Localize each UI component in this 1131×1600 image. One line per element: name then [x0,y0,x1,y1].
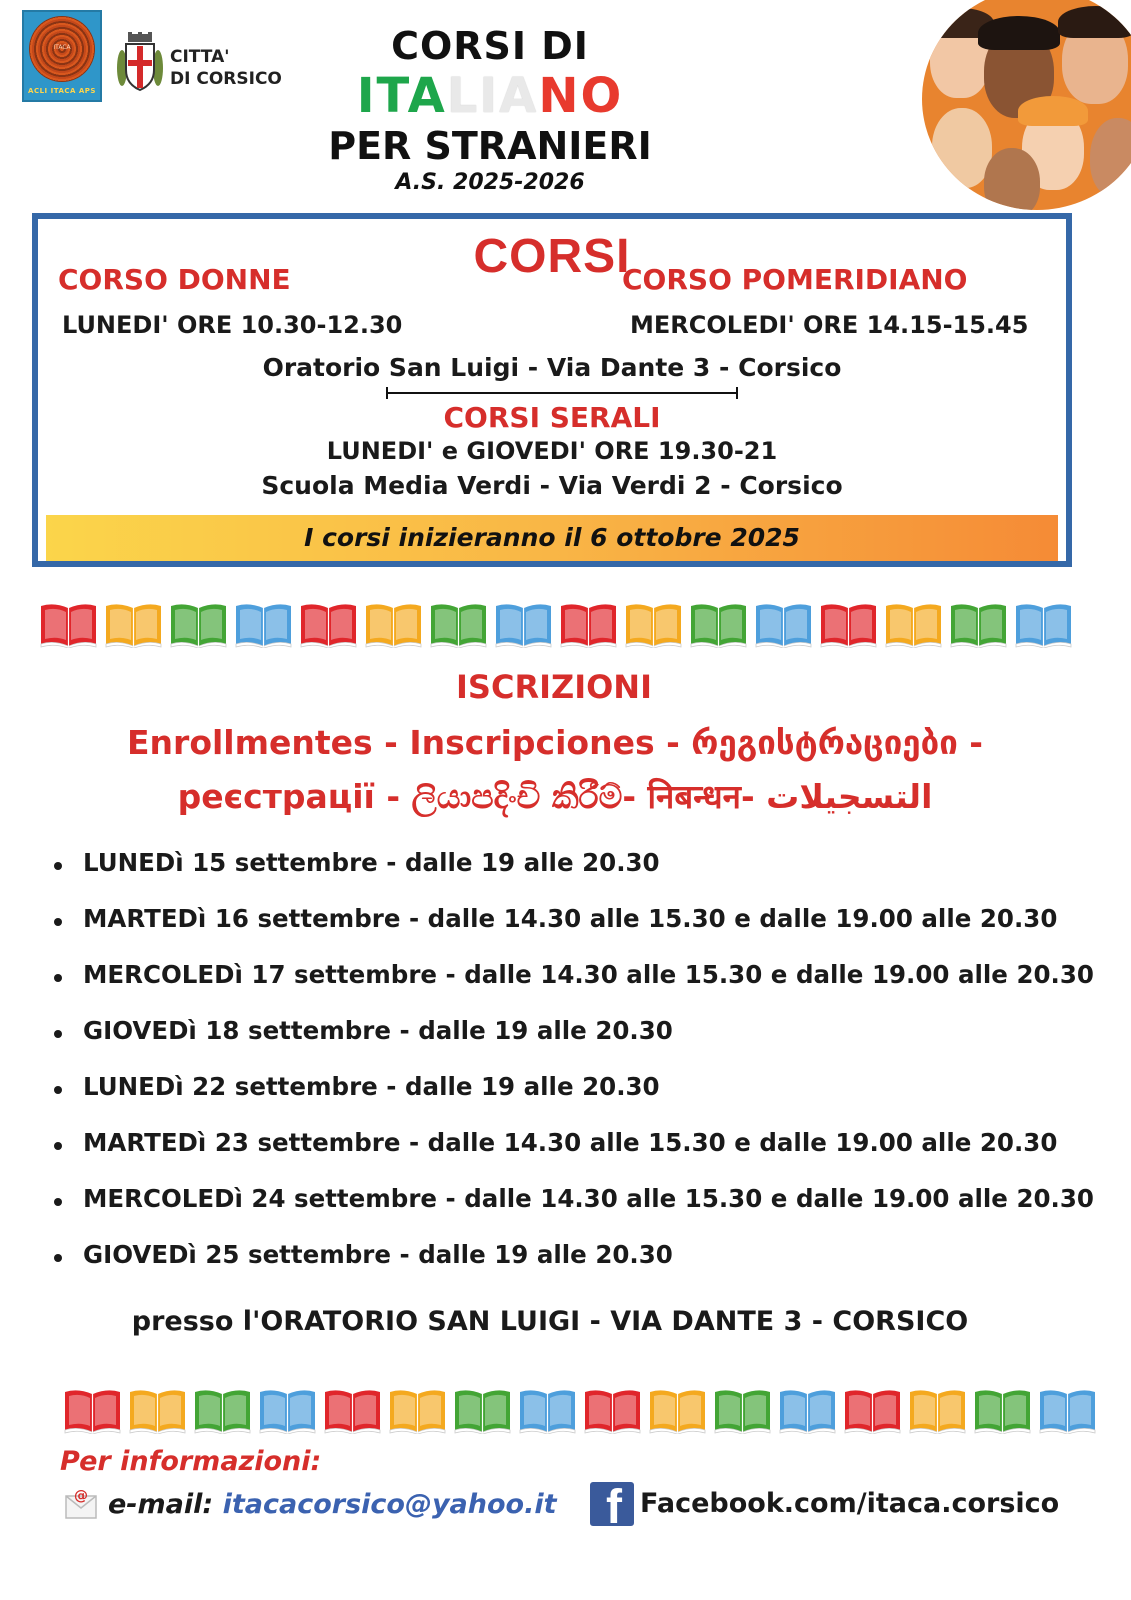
book-icon [948,600,1009,648]
enrolment-date-item: MERCOLEDì 17 settembre - dalle 14.30 alle 15.30 e dalle 19.00 alle 20.30 [52,960,1094,1016]
book-icon [558,600,619,648]
city-name [170,46,282,90]
book-icon [322,1386,383,1434]
facebook-link[interactable]: Facebook.com/itaca.corsico [640,1488,1060,1519]
enrolment-date-item: GIOVEDì 25 settembre - dalle 19 alle 20.30 [52,1240,1094,1296]
enrolment-languages-line-2: реєстрації - ලියාපදිංචි කිරීම්- निबन्धन- التسجيلات [177,777,933,816]
enrolment-place: presso l'ORATORIO SAN LUIGI - VIA DANTE 3 - CORSICO [131,1306,969,1337]
book-icon [883,600,944,648]
logo-ring-text: ITACA [53,44,71,51]
books-row-bottom [62,1386,1098,1434]
book-icon [103,600,164,648]
start-notice: I corsi inizieranno il 6 ottobre 2025 [304,523,800,552]
email-link[interactable]: itacacorsico@yahoo.it [222,1489,557,1520]
divider-bracket [386,387,738,399]
afternoon-course-schedule: MERCOLEDI' ORE 14.15-15.45 [630,311,1029,339]
book-icon [38,600,99,648]
title-line-1: CORSI DI [391,24,589,68]
book-icon [168,600,229,648]
course-location: Oratorio San Luigi - Via Dante 3 - Corsico [262,353,842,382]
enrolment-date-item: MARTEDì 16 settembre - dalle 14.30 alle 15.30 e dalle 19.00 alle 20.30 [52,904,1094,960]
book-icon [842,1386,903,1434]
logo-caption: ACLI ITACA APS [28,87,96,95]
email-line [108,1489,557,1520]
afternoon-course-heading: CORSO POMERIDIANO [622,263,968,296]
book-icon [517,1386,578,1434]
book-icon [777,1386,838,1434]
title-italiano [300,68,680,124]
book-icon [753,600,814,648]
women-course-heading: CORSO DONNE [58,263,291,296]
book-icon [493,600,554,648]
book-icon [623,600,684,648]
people-illustration [922,0,1131,210]
book-icon [688,600,749,648]
enrolment-date-item: MERCOLEDì 24 settembre - dalle 14.30 alle 15.30 e dalle 19.00 alle 20.30 [52,1184,1094,1240]
book-icon [712,1386,773,1434]
enrolment-date-item: GIOVEDì 18 settembre - dalle 19 alle 20.30 [52,1016,1094,1072]
enrolment-date-item: LUNEDì 15 settembre - dalle 19 alle 20.30 [52,848,1094,904]
enrolment-dates-list [52,848,1094,1296]
title-italiano-white: LIA [446,68,539,124]
school-year: A.S. 2025-2026 [395,170,585,195]
evening-course-location: Scuola Media Verdi - Via Verdi 2 - Corsico [261,471,843,500]
book-icon [1037,1386,1098,1434]
info-heading: Per informazioni: [60,1446,322,1477]
book-icon [647,1386,708,1434]
book-icon [387,1386,448,1434]
title-italiano-red: NO [538,68,624,124]
book-icon [192,1386,253,1434]
book-icon [363,600,424,648]
facebook-icon[interactable]: f [590,1482,634,1526]
book-icon [233,600,294,648]
book-icon [452,1386,513,1434]
city-line-2: DI CORSICO [170,69,282,89]
enrolment-date-item: LUNEDì 22 settembre - dalle 19 alle 20.30 [52,1072,1094,1128]
title-line-3: PER STRANIERI [328,124,652,168]
evening-course-heading: CORSI SERALI [443,401,661,434]
books-row-top [38,600,1074,648]
book-icon [1013,600,1074,648]
svg-text:@: @ [74,1488,88,1504]
enrolment-languages-line-1: Enrollmentes - Inscripciones - რეგისტრაციები - [127,723,983,762]
start-notice-banner [46,515,1058,561]
enrolment-title: ISCRIZIONI [456,668,652,706]
book-icon [257,1386,318,1434]
email-label: e-mail: [108,1489,223,1520]
book-icon [907,1386,968,1434]
book-icon [298,600,359,648]
book-icon [818,600,879,648]
women-course-schedule: LUNEDI' ORE 10.30-12.30 [62,311,403,339]
crest-icon [116,32,164,98]
title-italiano-green: ITA [356,68,447,124]
city-line-1: CITTA' [170,47,230,67]
courses-title: CORSI [473,230,631,283]
book-icon [428,600,489,648]
book-icon [127,1386,188,1434]
itaca-logo [22,10,102,102]
evening-course-schedule: LUNEDI' e GIOVEDI' ORE 19.30-21 [326,437,778,465]
email-icon [64,1486,98,1520]
book-icon [62,1386,123,1434]
courses-box [32,213,1072,567]
book-icon [582,1386,643,1434]
book-icon [972,1386,1033,1434]
enrolment-date-item: MARTEDì 23 settembre - dalle 14.30 alle 15.30 e dalle 19.00 alle 20.30 [52,1128,1094,1184]
